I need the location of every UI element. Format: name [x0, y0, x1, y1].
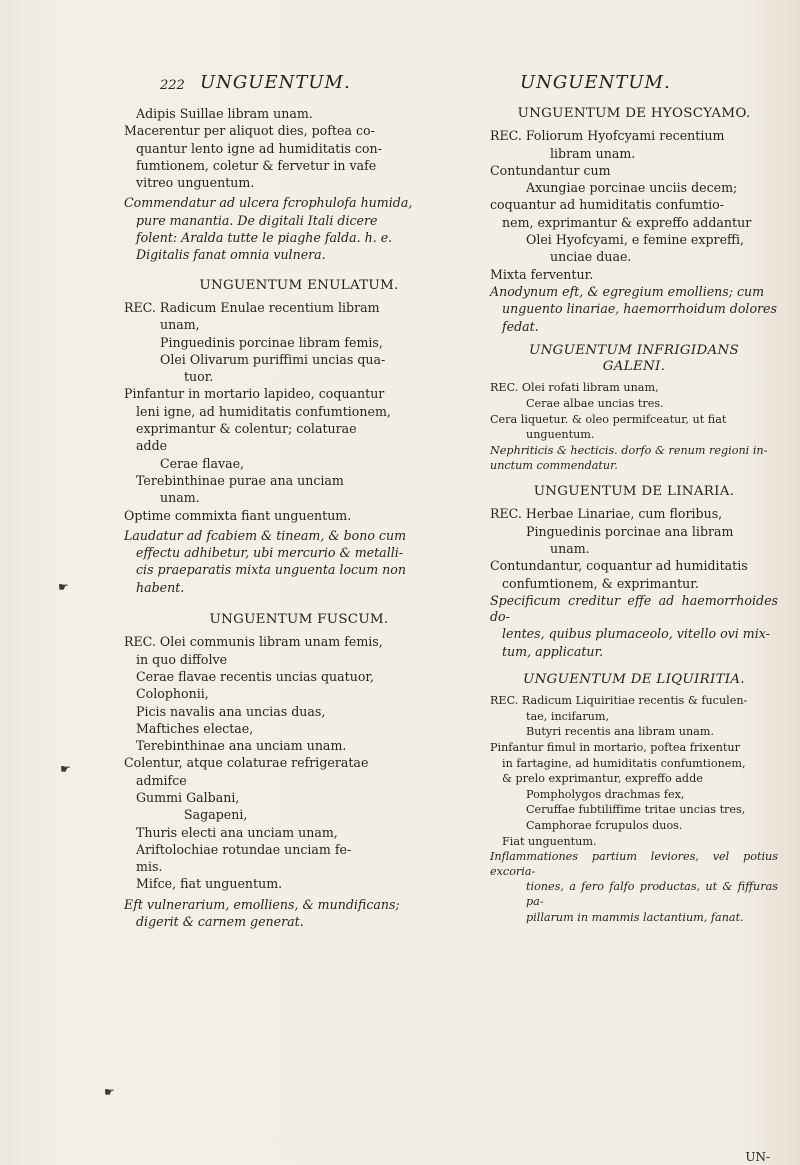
text-line: Contundantur cum — [490, 162, 611, 178]
note-line: digerit & carnem generat. — [136, 914, 304, 930]
text-line: libram unam. — [550, 145, 636, 161]
margin-hand-mark-icon: ☛ — [60, 762, 71, 776]
text-line: mis. — [136, 859, 163, 875]
note-line: pure manantia. De digitali Itali dicere — [136, 212, 378, 228]
note-line: habent. — [136, 579, 185, 595]
left-column — [124, 106, 474, 931]
note-line: Nephriticis & hecticis. dorfo & renum regioni in- — [490, 443, 768, 457]
page-number: 222 — [160, 78, 185, 93]
text-line: Contundantur, coquantur ad humiditatis — [490, 558, 748, 574]
text-line: Fiat unguentum. — [502, 834, 597, 848]
text-line: vitreo unguentum. — [136, 175, 255, 191]
text-line: Ariftolochiae rotundae unciam fe- — [136, 841, 352, 857]
note-line: pillarum in mammis lactantium, fanat. — [526, 910, 744, 924]
right-column — [490, 106, 778, 926]
text-line: Axungiae porcinae unciis decem; — [526, 180, 738, 196]
text-line: unciae duae. — [550, 249, 632, 265]
text-line: Pinguedinis porcinae ana libram — [526, 523, 734, 539]
text-line: Butyri recentis ana libram unam. — [526, 725, 715, 739]
text-line: nem, exprimantur & expreffo addantur — [502, 214, 752, 230]
running-header — [0, 70, 800, 100]
text-line: Cerae flavae recentis uncias quatuor, — [136, 668, 375, 684]
text-line: Olei Hyofcyami, e femine expreffi, — [526, 232, 745, 248]
text-line: Adipis Suillae libram unam. — [136, 106, 313, 121]
note-line: Laudatur ad fcabiem & tineam, & bono cum — [124, 527, 407, 543]
text-line: Cerae flavae, — [160, 455, 245, 471]
liquiritia-recipe — [490, 694, 778, 849]
text-line: Terebinthinae ana unciam unam. — [136, 738, 347, 754]
text-line: REC. Olei rofati libram unam, — [490, 381, 659, 395]
text-line: coquantur ad humiditatis confumtio- — [490, 197, 724, 213]
text-line: unam. — [550, 540, 590, 556]
text-line: Cera liquetur. & oleo permifceatur, ut fiat — [490, 412, 727, 426]
text-line: Pinguedinis porcinae libram femis, — [160, 334, 383, 350]
text-line: confumtionem, & exprimantur. — [502, 575, 699, 591]
text-line: Picis navalis ana uncias duas, — [136, 703, 326, 719]
infrigidans-recipe — [490, 381, 778, 442]
text-line: REC. Radicum Enulae recentium libram — [124, 299, 380, 315]
text-line: REC. Foliorum Hyofcyami recentium — [490, 128, 725, 144]
text-line: unam. — [160, 490, 200, 506]
section-subtitle-galeni: GALENI. — [602, 359, 666, 375]
text-line: Mixta ferventur. — [490, 266, 594, 282]
note-line: effectu adhibetur, ubi mercurio & metalli- — [136, 545, 404, 561]
text-line: tae, incifarum, — [526, 709, 610, 723]
note-line: fedat. — [502, 318, 539, 334]
section-title-liquiritia: UNGUENTUM DE LIQUIRITIA. — [523, 671, 745, 687]
text-line: Pinfantur fimul in mortario, poftea frixentur — [490, 741, 740, 755]
note-line: Specificum creditur effe ad haemorrhoides do- — [490, 592, 778, 625]
note-line: Inflammationes partium leviores, vel potius excoria- — [490, 850, 778, 878]
enulatum-recipe — [124, 300, 474, 524]
text-line: Colentur, atque colaturae refrigeratae — [124, 755, 369, 771]
note-line: folent: Aralda tutte le piaghe falda. h. e. — [136, 230, 393, 246]
catchword: UN- — [745, 1150, 770, 1164]
note-line: lentes, quibus plumaceolo, vitello ovi mix- — [502, 626, 770, 642]
text-line: REC. Radicum Liquiritiae recentis & fuculen- — [490, 694, 748, 708]
left-running-title: UNGUENTUM. — [200, 72, 351, 93]
text-line: tuor. — [184, 369, 214, 385]
margin-hand-mark-icon: ☛ — [104, 1085, 115, 1099]
text-line: Camphorae fcrupulos duos. — [526, 819, 683, 833]
text-line: Pinfantur in mortario lapideo, coquantur — [124, 386, 385, 402]
intro-note — [124, 195, 474, 263]
note-line: Digitalis fanat omnia vulnera. — [136, 247, 326, 263]
hyoscyamo-note — [490, 284, 778, 335]
intro-recipe — [124, 106, 474, 191]
text-line: in quo diffolve — [136, 651, 228, 667]
text-line: Macerentur per aliquot dies, poftea co- — [124, 123, 375, 139]
text-line: admifce — [136, 772, 187, 788]
text-line: quantur lento igne ad humiditatis con- — [136, 140, 382, 156]
note-line: tum, applicatur. — [502, 643, 604, 659]
fuscum-note — [124, 897, 474, 931]
text-line: leni igne, ad humiditatis confumtionem, — [136, 403, 391, 419]
linaria-recipe — [490, 506, 778, 591]
text-line: unguentum. — [526, 428, 595, 442]
text-line: Optime commixta fiant unguentum. — [124, 507, 352, 523]
text-line: REC. Olei communis libram unam femis, — [124, 634, 383, 650]
note-line: Eft vulnerarium, emolliens, & mundificans; — [124, 896, 400, 912]
text-line: Maftiches electae, — [136, 720, 254, 736]
text-line: REC. Herbae Linariae, cum floribus, — [490, 506, 723, 522]
section-title-linaria: UNGUENTUM DE LINARIA. — [533, 484, 735, 500]
note-line: tiones, a fero falfo productas, ut & fiffuras pa- — [526, 880, 778, 908]
text-line: in fartagine, ad humiditatis confumtionem, — [502, 756, 746, 770]
text-line: Gummi Galbani, — [136, 789, 240, 805]
text-line: Colophonii, — [136, 686, 209, 702]
text-line: & prelo exprimantur, expreffo adde — [502, 772, 703, 786]
margin-hand-mark-icon: ☛ — [58, 580, 69, 594]
note-line: Commendatur ad ulcera fcrophulofa humida, — [124, 195, 413, 211]
text-line: adde — [136, 438, 168, 454]
liquiritia-note — [490, 850, 778, 925]
text-line: Terebinthinae purae ana unciam — [136, 472, 344, 488]
infrigidans-note — [490, 444, 778, 474]
text-line: Mifce, fiat unguentum. — [136, 876, 283, 892]
linaria-note — [490, 593, 778, 660]
text-line: Olei Olivarum puriffimi uncias qua- — [160, 351, 386, 367]
text-line: Sagapeni, — [184, 807, 248, 823]
section-title-enulatum: UNGUENTUM ENULATUM. — [199, 277, 399, 293]
right-running-title: UNGUENTUM. — [520, 72, 671, 93]
note-line: cis praeparatis mixta unguenta locum non — [136, 562, 406, 578]
text-line: unam, — [160, 317, 200, 333]
text-line: Thuris electi ana unciam unam, — [136, 824, 338, 840]
text-line: Cerae albae uncias tres. — [526, 397, 664, 411]
text-line: exprimantur & colentur; colaturae — [136, 421, 357, 437]
fuscum-recipe — [124, 634, 474, 892]
note-line: Anodynum eft, & egregium emolliens; cum — [490, 283, 765, 299]
note-line: unctum commendatur. — [490, 459, 618, 473]
text-line: fumtionem, coletur & fervetur in vafe — [136, 157, 377, 173]
text-line: Ceruffae fubtiliffime tritae uncias tres, — [526, 803, 746, 817]
section-title-infrigidans: UNGUENTUM INFRIGIDANS — [529, 342, 739, 358]
section-title-fuscum: UNGUENTUM FUSCUM. — [209, 612, 389, 628]
note-line: unguento linariae, haemorrhoidum dolores — [502, 301, 777, 317]
section-title-hyoscyamo: UNGUENTUM DE HYOSCYAMO. — [517, 106, 751, 121]
hyoscyamo-recipe — [490, 128, 778, 283]
enulatum-note — [124, 528, 474, 596]
text-line: Pompholygos drachmas fex, — [526, 787, 685, 801]
